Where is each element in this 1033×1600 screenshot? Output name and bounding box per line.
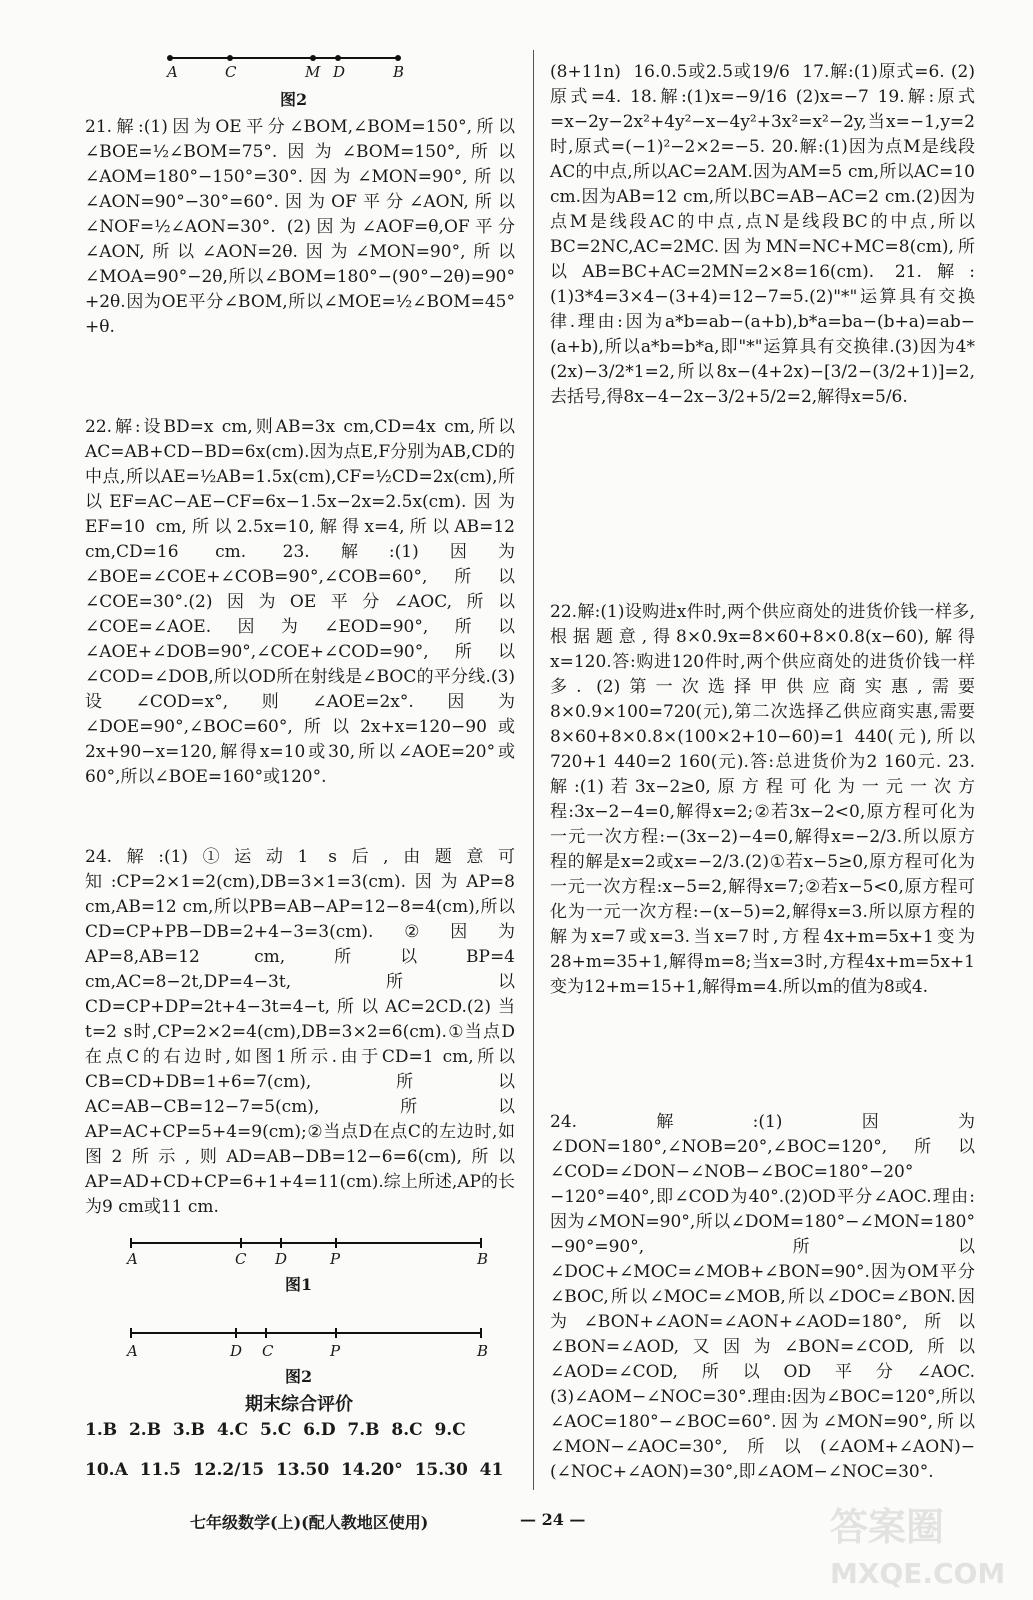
point-dot <box>227 55 233 61</box>
point-label: M <box>305 63 321 81</box>
point-tick <box>240 1238 242 1248</box>
footer-title: 七年级数学(上)(配人教地区使用) <box>190 1513 429 1532</box>
answers-row-1: 1.B 2.B 3.B 4.C 5.C 6.D 7.B 8.C 9.C <box>85 1420 466 1440</box>
figure-top <box>165 45 415 115</box>
point-tick <box>130 1238 132 1248</box>
page-number: — 24 — <box>520 1510 586 1529</box>
point-label: A <box>167 63 178 81</box>
point-label: D <box>275 1250 288 1268</box>
point-tick <box>335 1238 337 1248</box>
point-label: B <box>477 1250 489 1268</box>
answer-24: 24.解:(1)①运动1 s后,由题意可知:CP=2×1=2(cm),DB=3×1=3(cm).因为AP=8 cm,AB=12 cm,所以PB=AB−AP=12−8=4(cm),所以CD=CP+PB−DB=2+4−3=3(cm).②因为AP=8,AB=12 cm,所以BP=4 cm,AC=8−2t,DP=4−3t,所以CD=CP+DP=2t+4−3t=4−t,所以AC=2CD.(2)当t=2 s时,CP=2×2=4(cm),DB=3×2=6(cm).①当点D在点C的右边时,如图1所示.由于CD=1 cm,所以CB=CD+DB=1+6=7(cm),所以AC=AB−CB=12−7=5(cm),所以AP=AC+CP=5+4=9(cm);②当点D在点C的左边时,如图2所示,则AD=AB−DB=12−6=6(cm),所以AP=AD+CD+CP=6+1+4=11(cm).综上所述,AP的长为9 cm或11 cm. <box>85 847 521 1217</box>
point-label: D <box>230 1342 243 1360</box>
answer-24: 24.解:(1)因为∠DON=180°,∠NOB=20°,∠BOC=120°,所以∠COD=∠DON−∠NOB−∠BOC=180°−20°−120°=40°,即∠COD为40°.(2)OD平分∠AOC.理由:因为∠MON=90°,所以∠DOM=180°−∠MON=180°−90°=90°,所以∠DOC+∠MOC=∠MOB+∠BON=90°.因为OM平分∠BOC,所以∠MOC=∠MOB,所以∠DOC=∠BON.因为∠BON+∠AON=∠AON+∠AOD=180°,所以∠BON=∠AOD,又因为∠BON=∠COD,所以∠AOD=∠COD,所以OD平分∠AOC.(3)∠AOM−∠NOC=30°.理由:因为∠BOC=120°,所以∠AOC=180°−∠BOC=60°.因为∠MON=90°,所以∠MON−∠AOC=30°,所以(∠AOM+∠AON)−(∠NOC+∠AON)=30°,即∠AOM−∠NOC=30°. <box>550 1112 975 1482</box>
figure-line <box>130 1332 480 1334</box>
point-tick <box>235 1328 237 1338</box>
point-label: C <box>235 1250 247 1268</box>
point-dot <box>395 55 401 61</box>
figure-line <box>170 57 400 59</box>
figure-caption: 图1 <box>285 1275 313 1294</box>
point-label: A <box>127 1250 138 1268</box>
point-dot <box>335 55 341 61</box>
figure-caption: 图2 <box>285 1367 313 1386</box>
point-label: C <box>225 63 237 81</box>
point-label: C <box>262 1342 274 1360</box>
answer-21: 21.解:(1)因为OE平分∠BOM,∠BOM=150°,所以∠BOE=½∠BOM=75°.因为∠BOM=150°,所以∠AOM=180°−150°=30°.因为∠MON=90°,所以∠AON=90°−30°=60°.因为OF平分∠AON,所以∠NOF=½∠AON=30°. (2)因为∠AOF=θ,OF平分∠AON,所以∠AON=2θ.因为∠MON=90°,所以∠MOA=90°−2θ,所以∠BOM=180°−(90°−2θ)=90°+2θ.因为OE平分∠BOM,所以∠MOE=½∠BOM=45°+θ. <box>85 117 515 337</box>
figure-1 <box>125 1230 505 1294</box>
section-title: 期末综合评价 <box>245 1394 353 1415</box>
watermark-url: MXQE.COM <box>830 1557 1006 1590</box>
figure-2 <box>125 1320 505 1385</box>
figure-line <box>130 1242 480 1244</box>
answer-22-23: 22.解:设BD=x cm,则AB=3x cm,CD=4x cm,所以AC=AB+CD−BD=6x(cm).因为点E,F分别为AB,CD的中点,所以AE=½AB=1.5x(cm),CF=½CD=2x(cm),所以EF=AC−AE−CF=6x−1.5x−2x=2.5x(cm).因为EF=10 cm,所以2.5x=10,解得x=4,所以AB=12 cm,CD=16 cm. 23.解:(1)因为∠BOE=∠COE+∠COB=90°,∠COB=60°,所以∠COE=30°.(2)因为OE平分∠AOC,所以∠COE=∠AOE.因为∠EOD=90°,所以∠AOE+∠DOB=90°,∠COE+∠COD=90°,所以∠COD=∠DOB,所以OD所在射线是∠BOC的平分线.(3)设∠COD=x°,则∠AOE=2x°.因为∠DOE=90°,∠BOC=60°,所以2x+x=120−90或2x+90−x=120,解得x=10或30,所以∠AOE=20°或60°,所以∠BOE=160°或120°. <box>85 417 521 787</box>
point-label: P <box>330 1342 341 1360</box>
point-label: B <box>393 63 405 81</box>
watermark-text: 答案圈 <box>830 1505 945 1549</box>
point-tick <box>265 1328 267 1338</box>
answers-row-2: 10.A 11.5 12.2/15 13.50 14.20° 15.30 41 <box>85 1460 504 1480</box>
answers-16-21: (8+11n) 16.0.5或2.5或19/6 17.解:(1)原式=6. (2)原式=4. 18.解:(1)x=−9/16 (2)x=−7 19.解:原式=x−2y−2x²+4y²−x−4y²+3x²=x²−2y,当x=−1,y=2时,原式=(−1)²−2×2=−5. 20.解:(1)因为点M是线段AC的中点,所以AC=2AM.因为AM=5 cm,所以AC=10 cm.因为AB=12 cm,所以BC=AB−AC=2 cm.(2)因为点M是线段AC的中点,点N是线段BC的中点,所以BC=2NC,AC=2MC.因为MN=NC+MC=8(cm),所以AB=BC+AC=2MN=2×8=16(cm). 21.解:(1)3*4=3×4−(3+4)=12−7=5.(2)"*"运算具有交换律.理由:因为a*b=ab−(a+b),b*a=ba−(b+a)=ab−(a+b),所以a*b=b*a,即"*"运算具有交换律.(3)因为4*(2x)−3/2*1=2,所以8x−(4+2x)−[3/2−(3/2+1)]=2,去括号,得8x−4−2x−3/2+5/2=2,解得x=5/6. <box>550 62 981 407</box>
column-divider <box>533 50 534 1490</box>
point-label: D <box>333 63 346 81</box>
point-tick <box>480 1328 482 1338</box>
point-label: P <box>330 1250 341 1268</box>
point-label: B <box>477 1342 489 1360</box>
point-tick <box>335 1328 337 1338</box>
answers-22-23: 22.解:(1)设购进x件时,两个供应商处的进货价钱一样多,根据题意,得8×0.9x=8×60+8×0.8(x−60),解得x=120.答:购进120件时,两个供应商处的进货价钱一样多. (2)第一次选择甲供应商实惠,需要8×0.9×100=720(元),第二次选择乙供应商实惠,需要8×60+8×0.8×(100×2+10−60)=1 440(元),所以720+1 440=2 160(元).答:总进货价为2 160元. 23.解:(1)若3x−2≥0,原方程可化为一元一次方程:3x−2−4=0,解得x=2;②若3x−2<0,原方程可化为一元一次方程:−(3x−2)−4=0,解得x=−2/3.所以原方程的解是x=2或x=−2/3.(2)①若x−5≥0,原方程可化为一元一次方程:x−5=2,解得x=7;②若x−5<0,原方程可化为一元一次方程:−(x−5)=2,解得x=3.所以原方程的解为x=7或x=3.当x=7时,方程4x+m=5x+1变为28+m=35+1,解得m=8;当x=3时,方程4x+m=5x+1变为12+m=15+1,解得m=4.所以m的值为8或4. <box>550 602 975 997</box>
point-dot <box>167 55 173 61</box>
point-label: A <box>127 1342 138 1360</box>
point-tick <box>130 1328 132 1338</box>
watermark-logo <box>800 1495 1020 1595</box>
point-dot <box>310 55 316 61</box>
point-tick <box>480 1238 482 1248</box>
figure-caption: 图2 <box>280 90 308 109</box>
point-tick <box>280 1238 282 1248</box>
